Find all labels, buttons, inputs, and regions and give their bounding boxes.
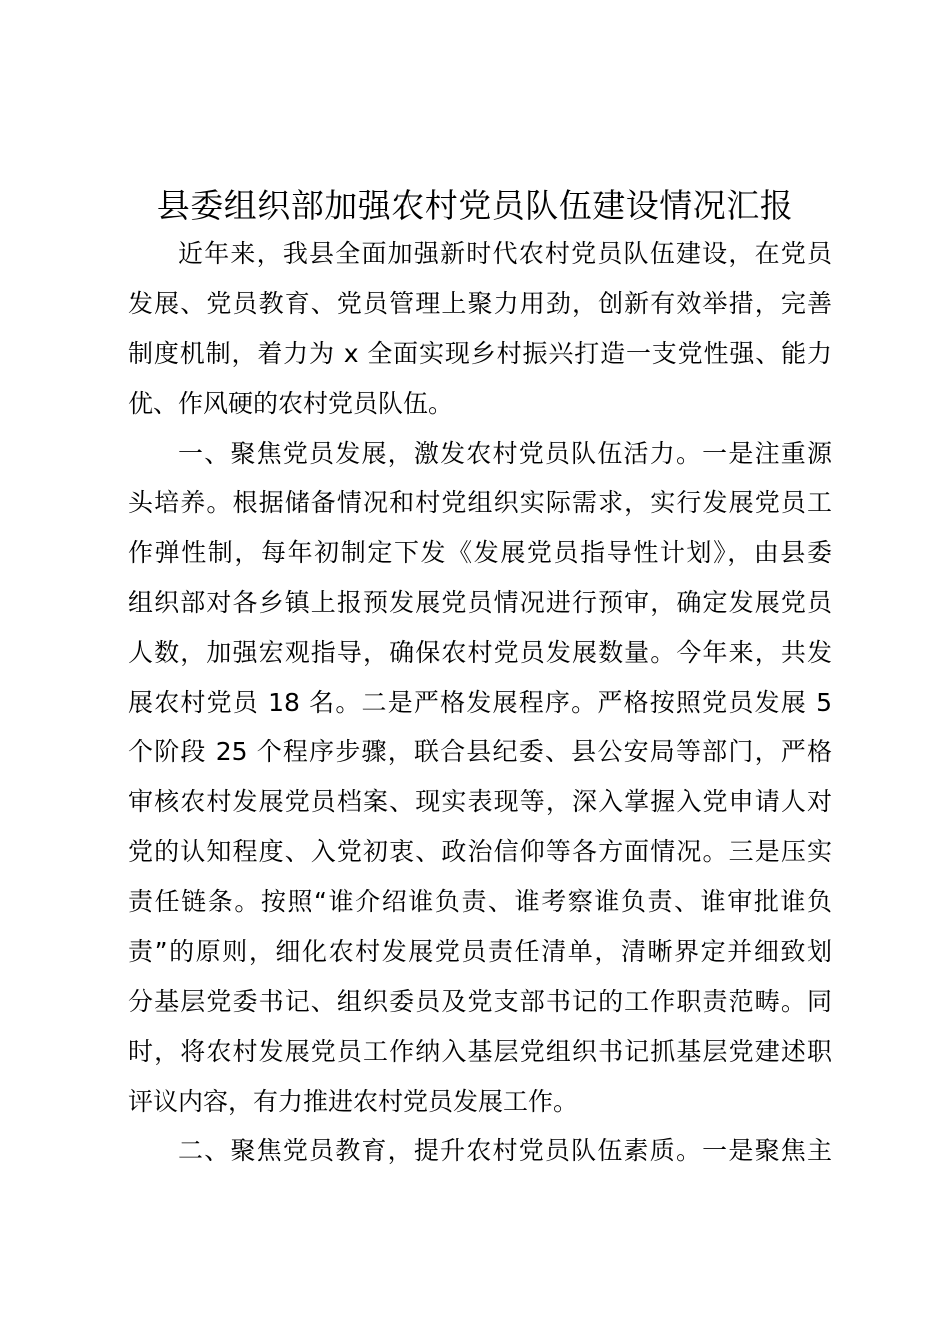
text-line: 一、聚焦党员发展，激发农村党员队伍活力。一是注重源 xyxy=(178,439,832,468)
text-line: 人数，加强宏观指导，确保农村党员发展数量。今年来，共发 xyxy=(128,638,832,667)
text-line: 二、聚焦党员教育，提升农村党员队伍素质。一是聚焦主 xyxy=(178,1136,832,1165)
text-line: 责”的原则，细化农村发展党员责任清单，清晰界定并细致划 xyxy=(128,937,832,966)
text-line: 组织部对各乡镇上报预发展党员情况进行预审，确定发展党员 xyxy=(128,588,832,617)
text-line: 展农村党员 18 名。二是严格发展程序。严格按照党员发展 5 xyxy=(128,688,832,717)
text-line: 责任链条。按照“谁介绍谁负责、谁考察谁负责、谁审批谁负 xyxy=(128,887,832,916)
text-line: 个阶段 25 个程序步骤，联合县纪委、县公安局等部门，严格 xyxy=(128,737,832,766)
document-title: 县委组织部加强农村党员队伍建设情况汇报 xyxy=(156,186,794,225)
text-line: 评议内容，有力推进农村党员发展工作。 xyxy=(128,1087,579,1116)
text-line: 优、作风硬的农村党员队伍。 xyxy=(128,389,454,418)
text-line: 制度机制，着力为 x 全面实现乡村振兴打造一支党性强、能力 xyxy=(128,339,832,368)
text-line: 作弹性制，每年初制定下发《发展党员指导性计划》，由县委 xyxy=(128,538,832,567)
text-line: 时，将农村发展党员工作纳入基层党组织书记抓基层党建述职 xyxy=(128,1037,832,1066)
text-line: 党的认知程度、入党初衷、政治信仰等各方面情况。三是压实 xyxy=(128,837,832,866)
text-line: 审核农村发展党员档案、现实表现等，深入掌握入党申请人对 xyxy=(128,787,832,816)
text-line: 头培养。根据储备情况和村党组织实际需求，实行发展党员工 xyxy=(128,488,832,517)
text-line: 发展、党员教育、党员管理上聚力用劲，创新有效举措，完善 xyxy=(128,289,832,318)
text-line: 分基层党委书记、组织委员及党支部书记的工作职责范畴。同 xyxy=(128,987,832,1016)
text-line: 近年来，我县全面加强新时代农村党员队伍建设，在党员 xyxy=(178,239,832,268)
